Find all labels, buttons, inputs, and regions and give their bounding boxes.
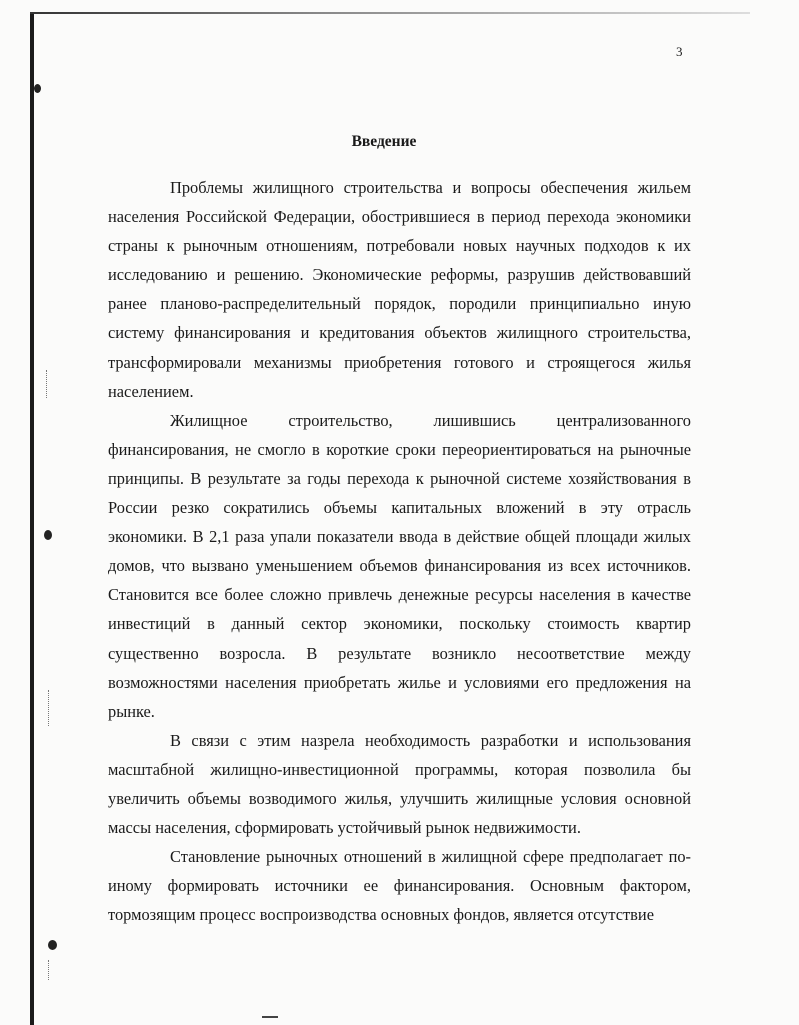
scan-top-edge [30,12,750,14]
paragraph-2: Жилищное строительство, лишившись централизованного финансирования, не смогло в короткие сроки переориентироваться на рыночные принципы. В результате за годы перехода к рыночной системе хозяйствования в России резко сократились объемы капитальных вложений в эту отрасль экономики. В 2,1 раза упали показатели ввода в действие общей площади жилых домов, что вызвано уменьшением объемов финансирования из всех источников. Становится все более сложно привлечь денежные ресурсы населения в качестве инвестиций в данный сектор экономики, поскольку стоимость квартир существенно возросла. В результате возникло несоответствие между возможностями населения приобретать жилье и условиями его предложения на рынке. [108,410,691,721]
paragraph-4: Становление рыночных отношений в жилищной сфере предполагает по-иному формировать источники ее финансирования. Основным фактором, тормозящим процесс воспроизводства основных фондов, является отсутствие [108,847,691,925]
scan-noise-bottom [48,960,51,980]
punch-mark-top [34,84,41,93]
punch-mark-middle [44,530,52,540]
scan-noise-upper [46,370,49,398]
punch-mark-bottom [48,940,57,950]
paragraph-1: Проблемы жилищного строительства и вопросы обеспечения жильем населения Российской Федерации, обострившиеся в период перехода экономики страны к рыночным отношениям, потребовали новых научных подходов к их исследованию и решению. Экономические реформы, разрушив действовавший ранее планово-распределительный порядок, породили принципиально иную систему финансирования и кредитования объектов жилищного строительства, трансформировали механизмы приобретения готового и строящегося жилья населением. [108,178,691,401]
scan-left-edge [30,14,34,1025]
scan-noise-lower [48,690,51,726]
section-title: Введение [351,133,417,150]
page-number: 3 [676,44,683,59]
scan-artifact-bottom [262,1016,278,1018]
paragraph-3: В связи с этим назрела необходимость разработки и использования масштабной жилищно-инвестиционной программы, которая позволила бы увеличить объемы возводимого жилья, улучшить жилищные условия основной массы населения, сформировать устойчивый рынок недвижимости. [108,730,691,838]
body-text [108,173,691,929]
